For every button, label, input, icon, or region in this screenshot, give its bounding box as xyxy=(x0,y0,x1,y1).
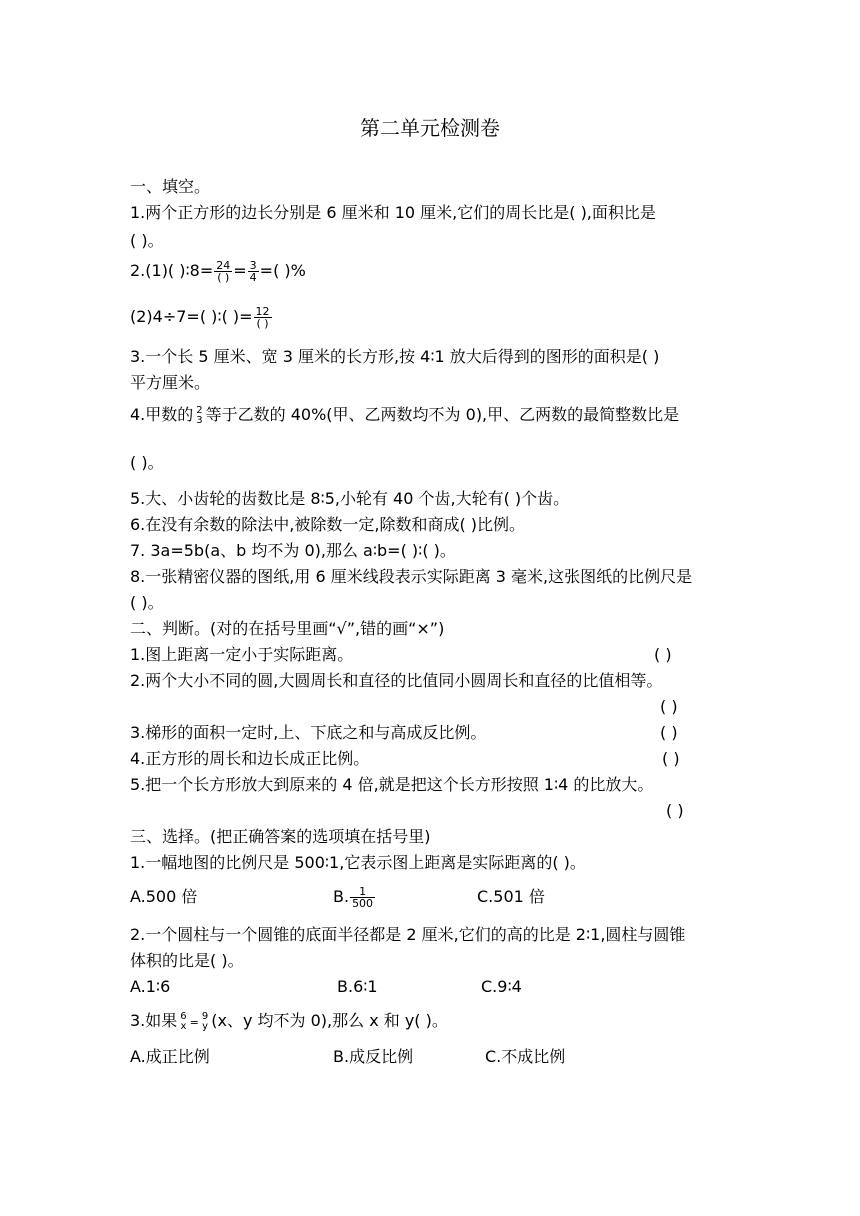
choice-3-option-c[interactable]: C.不成比例 xyxy=(485,1047,566,1066)
q2-2-numerator: 12 xyxy=(255,305,270,318)
page-title: 第二单元检测卷 xyxy=(360,116,500,140)
q2-2-fraction xyxy=(254,306,272,329)
choice-2-line2: 体积的比是( )。 xyxy=(130,951,244,970)
choice-3-f2-numerator: 9 xyxy=(201,1010,209,1022)
question-1-7: 7. 3a=5b(a、b 均不为 0),那么 a∶b=( )∶( )。 xyxy=(130,541,456,560)
choice-3-f1-denominator: x xyxy=(180,1020,187,1032)
judge-1-text: 1.图上距离一定小于实际距离。 xyxy=(130,645,354,664)
choice-2-option-a[interactable]: A.1∶6 xyxy=(130,977,171,996)
q4-pre: 4.甲数的 xyxy=(130,405,194,424)
choice-1-b-prefix: B. xyxy=(333,887,350,906)
choice-3-pre: 3.如果 xyxy=(130,1011,178,1030)
choice-3-option-b[interactable]: B.成反比例 xyxy=(333,1047,414,1066)
choice-3-equals: = xyxy=(189,1016,199,1029)
q2-1-f1-numerator: 24 xyxy=(216,259,231,272)
choice-2-option-b[interactable]: B.6∶1 xyxy=(337,977,378,996)
section2-heading: 二、判断。(对的在括号里画“√”,错的画“×”) xyxy=(130,619,445,638)
q4-fraction xyxy=(194,406,204,426)
choice-1-option-c[interactable]: C.501 倍 xyxy=(477,887,545,906)
choice-1-text: 1.一幅地图的比例尺是 500∶1,它表示图上距离是实际距离的( )。 xyxy=(130,853,586,872)
choice-3-f2-denominator: y xyxy=(202,1020,209,1032)
q2-1-f1-denominator: ( ) xyxy=(217,271,230,284)
choice-3-text xyxy=(130,1010,448,1034)
q2-1-fraction-2 xyxy=(248,260,259,283)
judge-3-text: 3.梯形的面积一定时,上、下底之和与高成反比例。 xyxy=(130,723,487,742)
judge-4-bracket[interactable]: ( ) xyxy=(662,749,680,768)
judge-3-bracket[interactable]: ( ) xyxy=(660,723,678,742)
question-1-2-1 xyxy=(130,260,306,283)
judge-2-text: 2.两个大小不同的圆,大圆周长和直径的比值同小圆周长和直径的比值相等。 xyxy=(130,671,663,690)
q2-1-f2-denominator: 4 xyxy=(249,271,257,284)
judge-2-bracket[interactable]: ( ) xyxy=(660,697,678,716)
choice-1-option-a[interactable]: A.500 倍 xyxy=(130,887,198,906)
choice-2-line1: 2.一个圆柱与一个圆锥的底面半径都是 2 厘米,它们的高的比是 2∶1,圆柱与圆锥 xyxy=(130,925,686,944)
choice-1-b-numerator: 1 xyxy=(350,886,375,898)
q2-1-fraction-1 xyxy=(214,260,232,283)
q4-numerator: 2 xyxy=(196,404,203,416)
section3-heading: 三、选择。(把正确答案的选项填在括号里) xyxy=(130,827,431,846)
choice-3-fraction-1 xyxy=(178,1012,188,1032)
question-1-8-line1: 8.一张精密仪器的图纸,用 6 厘米线段表示实际距离 3 毫米,这张图纸的比例尺是 xyxy=(130,567,693,586)
q2-1-equals: = xyxy=(233,261,247,280)
choice-1-option-b[interactable] xyxy=(333,886,376,909)
question-1-1-line1: 1.两个正方形的边长分别是 6 厘米和 10 厘米,它们的周长比是( ),面积比是 xyxy=(130,203,656,222)
q2-1-f2-numerator: 3 xyxy=(249,259,257,272)
choice-3-option-a[interactable]: A.成正比例 xyxy=(130,1047,210,1066)
question-1-4-line2: ( )。 xyxy=(130,453,164,472)
question-1-3-line2: 平方厘米。 xyxy=(130,373,211,392)
q4-denominator: 3 xyxy=(196,414,203,426)
section1-heading: 一、填空。 xyxy=(130,177,211,196)
q2-1-post: =( )% xyxy=(259,261,306,280)
question-1-8-line2: ( )。 xyxy=(130,593,164,612)
choice-3-fraction-2 xyxy=(200,1012,210,1032)
choice-3-post: (x、y 均不为 0),那么 x 和 y( )。 xyxy=(211,1011,448,1030)
question-1-2-2 xyxy=(130,306,273,329)
q2-2-pre: (2)4÷7=( )∶( )= xyxy=(130,307,253,326)
q2-2-denominator: ( ) xyxy=(256,317,269,330)
choice-1-b-denominator: 500 xyxy=(352,897,374,910)
question-1-6: 6.在没有余数的除法中,被除数一定,除数和商成( )比例。 xyxy=(130,515,526,534)
q2-1-pre: 2.(1)( )∶8= xyxy=(130,261,214,280)
judge-4-text: 4.正方形的周长和边长成正比例。 xyxy=(130,749,370,768)
choice-2-option-c[interactable]: C.9∶4 xyxy=(481,977,522,996)
question-1-4 xyxy=(130,404,679,426)
judge-5-bracket[interactable]: ( ) xyxy=(666,801,684,820)
question-1-3-line1: 3.一个长 5 厘米、宽 3 厘米的长方形,按 4∶1 放大后得到的图形的面积是( ) xyxy=(130,347,660,366)
judge-1-bracket[interactable]: ( ) xyxy=(654,645,672,664)
choice-1-b-fraction xyxy=(350,886,375,909)
q4-post: 等于乙数的 40%(甲、乙两数均不为 0),甲、乙两数的最简整数比是 xyxy=(205,405,680,424)
question-1-1-line2: ( )。 xyxy=(130,231,164,250)
judge-5-text: 5.把一个长方形放大到原来的 4 倍,就是把这个长方形按照 1∶4 的比放大。 xyxy=(130,775,654,794)
choice-3-f1-numerator: 6 xyxy=(180,1010,187,1022)
question-1-5: 5.大、小齿轮的齿数比是 8∶5,小轮有 40 个齿,大轮有( )个齿。 xyxy=(130,489,570,508)
